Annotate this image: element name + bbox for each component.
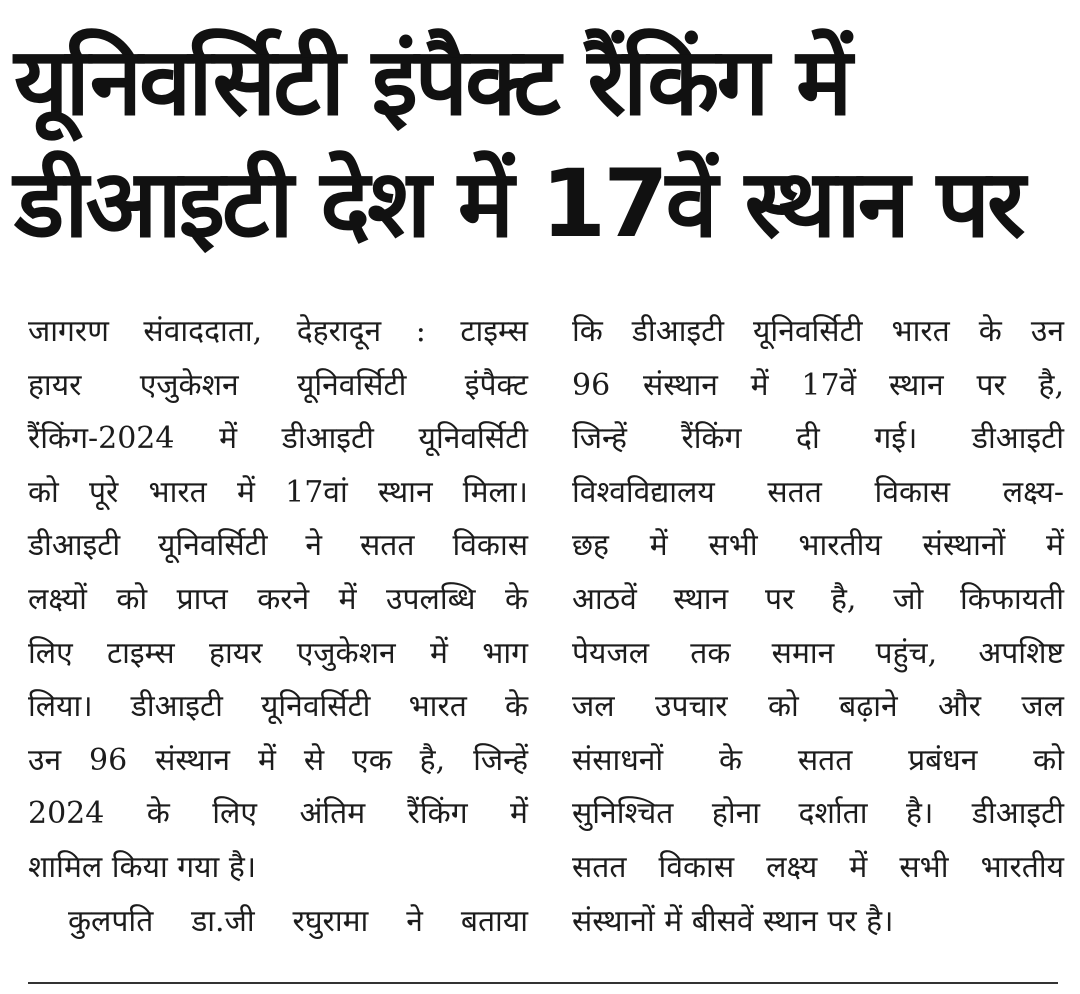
article-line: सुनिश्चित होना दर्शाता है। डीआइटी [572,796,1064,832]
article-line: 2024 के लिए अंतिम रैंकिंग में [28,796,528,832]
article-line: विश्वविद्यालय सतत विकास लक्ष्य- [572,474,1064,510]
article-line: लक्ष्यों को प्राप्त करने में उपलब्धि के [28,581,528,617]
article-line: पेयजल तक समान पहुंच, अपशिष्ट [572,635,1064,671]
article-line: छह में सभी भारतीय संस्थानों में [572,528,1064,564]
headline-line-2: डीआइटी देश में 17वें स्थान पर [14,150,1023,259]
article-line: जल उपचार को बढ़ाने और जल [572,689,1064,725]
article-line: संसाधनों के सतत प्रबंधन को [572,742,1064,778]
article-line: कि डीआइटी यूनिवर्सिटी भारत के उन [572,314,1064,349]
article-line: जागरण संवाददाता, देहरादून : टाइम्स [28,314,528,349]
article-line: लिए टाइम्स हायर एजुकेशन में भाग [28,635,528,671]
article-line: को पूरे भारत में 17वां स्थान मिला। [28,474,528,510]
bottom-divider [28,982,1058,984]
article-right-column [572,305,1064,948]
article-line: उन 96 संस्थान में से एक है, जिन्हें [28,742,528,778]
article-line: शामिल किया गया है। [28,849,257,885]
article-line: रैंकिंग-2024 में डीआइटी यूनिवर्सिटी [28,421,528,457]
article-line: सतत विकास लक्ष्य में सभी भारतीय [572,849,1064,885]
article-line: 96 संस्थान में 17वें स्थान पर है, [572,367,1064,403]
article-line: कुलपति डा.जी रघुरामा ने बताया [68,903,528,939]
headline-line-1: यूनिवर्सिटी इंपैक्ट रैंकिंग में [14,28,850,137]
article-line: आठवें स्थान पर है, जो किफायती [572,581,1064,617]
article-line: जिन्हें रैंकिंग दी गई। डीआइटी [572,421,1064,457]
headline [14,22,1064,266]
article-line: लिया। डीआइटी यूनिवर्सिटी भारत के [28,689,528,725]
article-line: हायर एजुकेशन यूनिवर्सिटी इंपैक्ट [28,367,528,403]
article-line: डीआइटी यूनिवर्सिटी ने सतत विकास [28,528,528,564]
article-left-column [28,305,528,948]
article-line: संस्थानों में बीसवें स्थान पर है। [572,903,894,939]
